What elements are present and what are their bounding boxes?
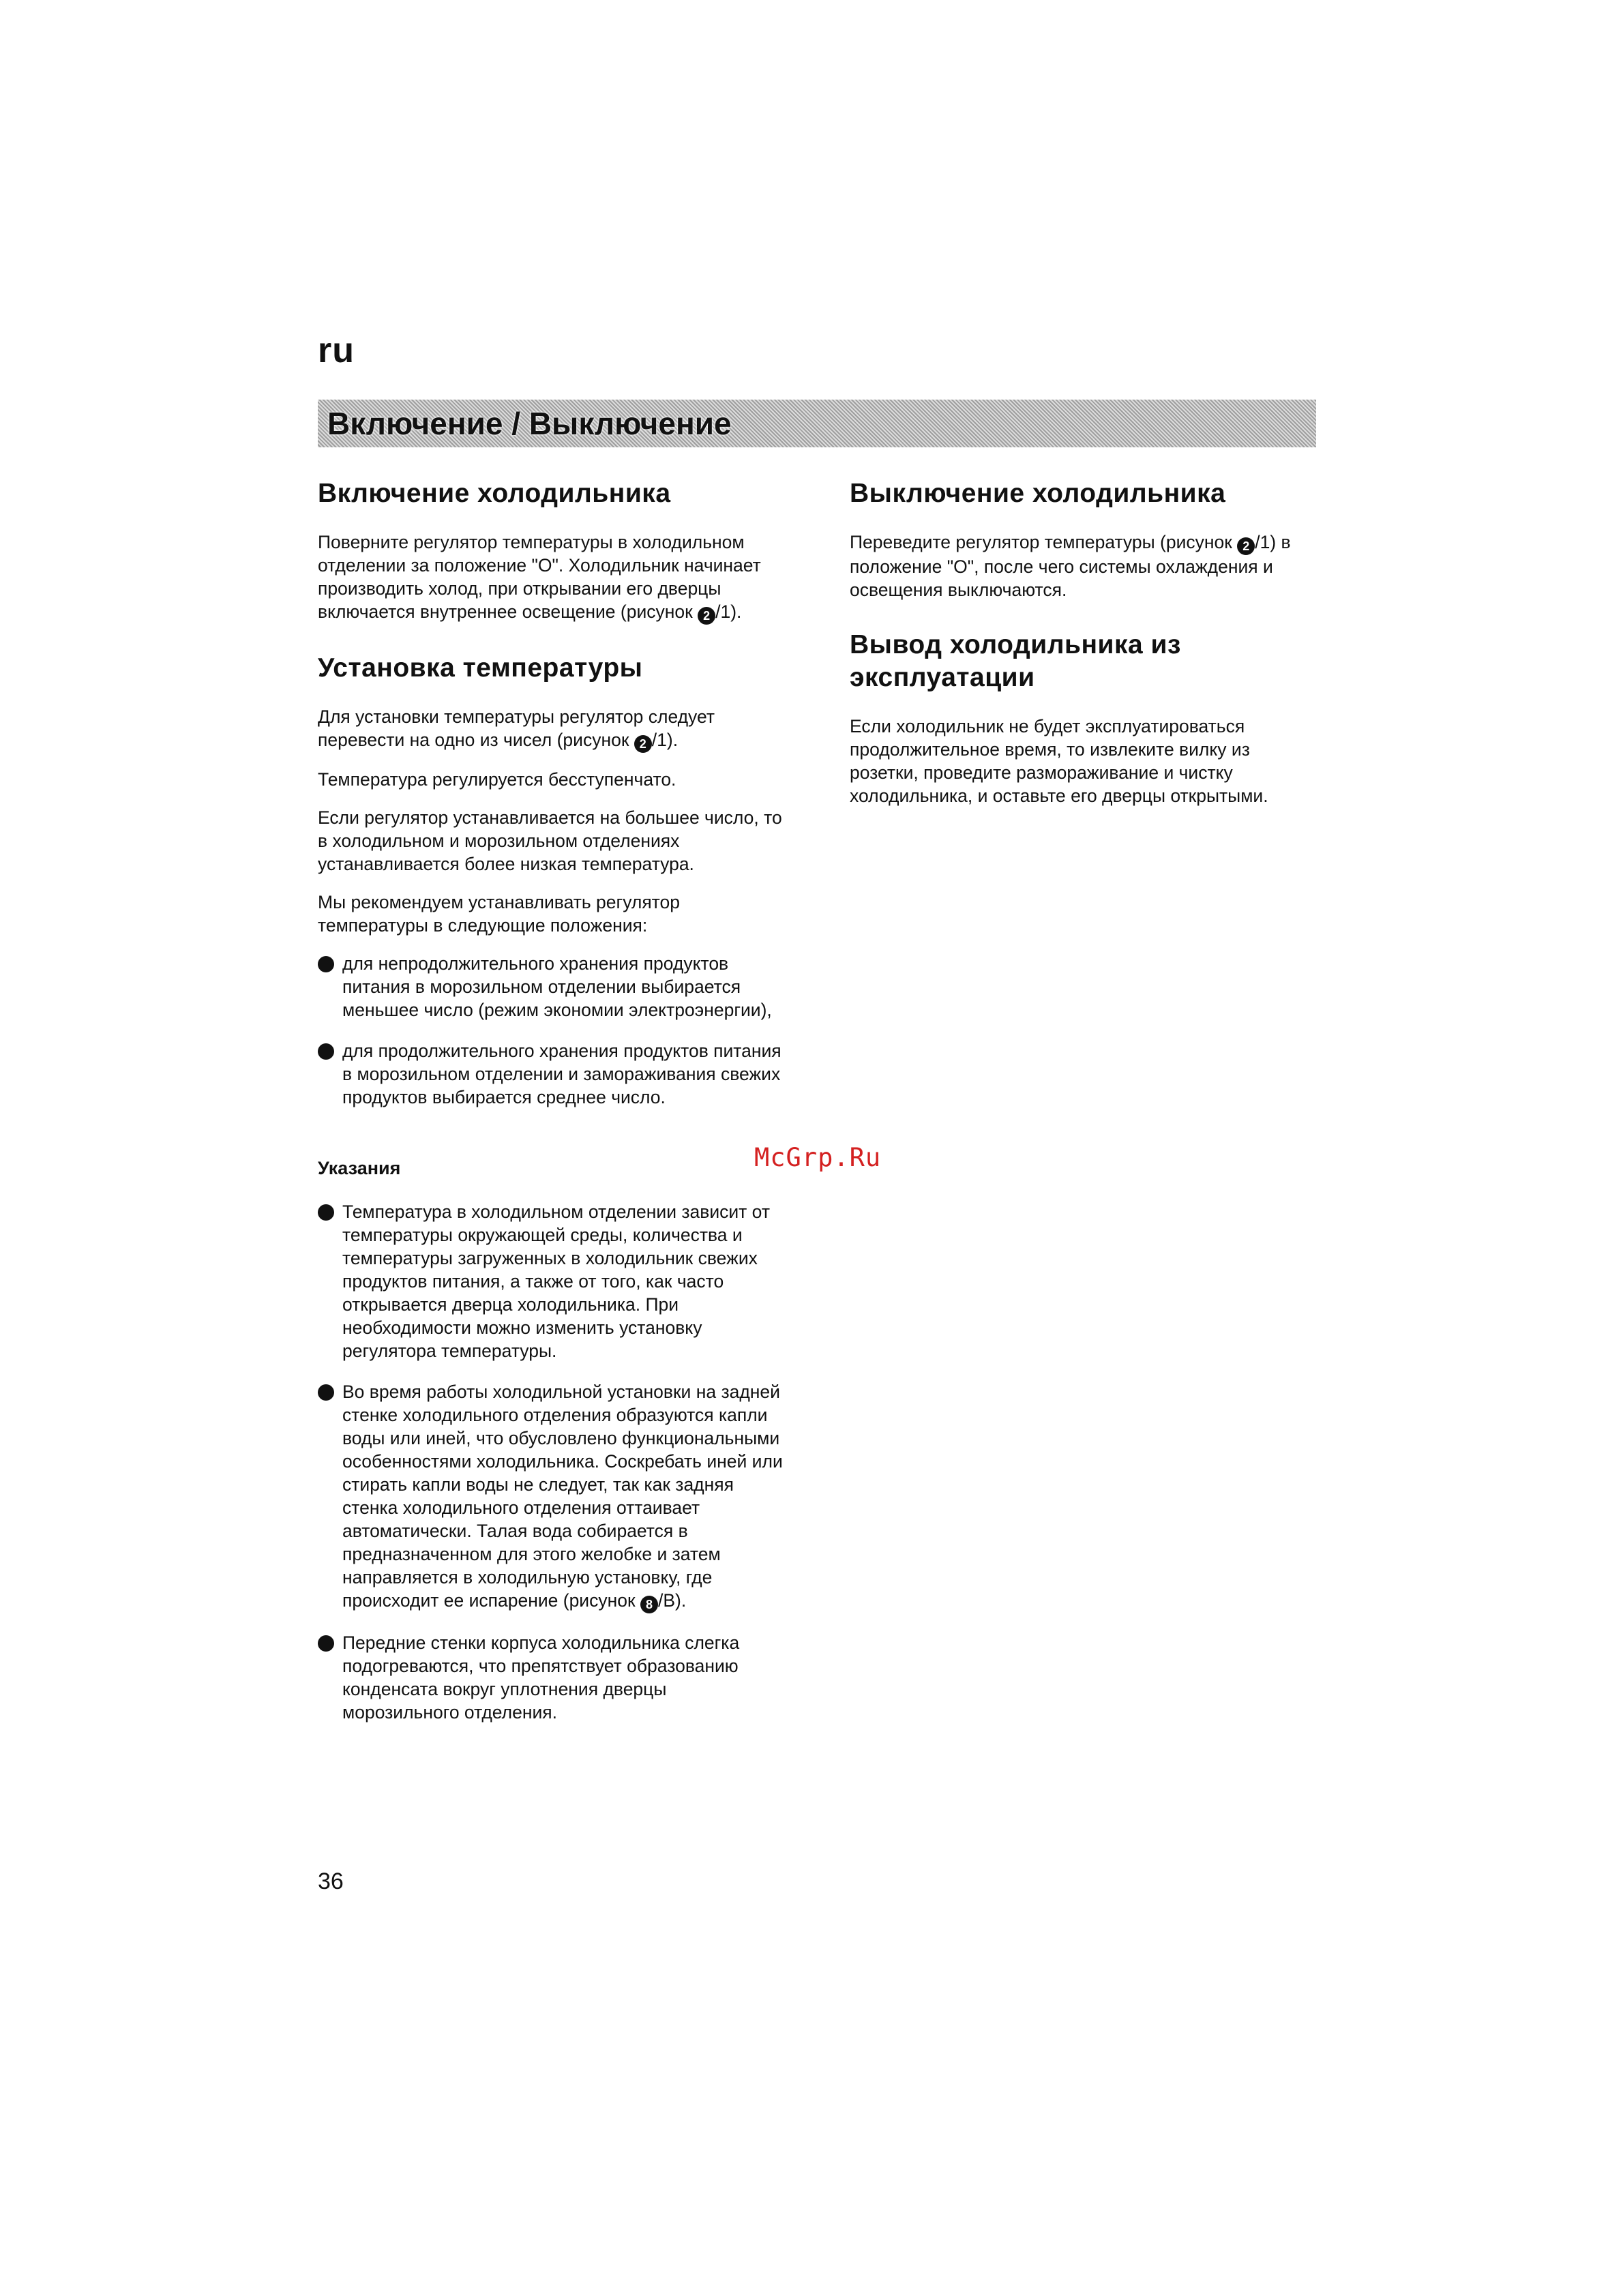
banner-title: Включение / Выключение: [327, 406, 732, 441]
temperature-p4: Мы рекомендуем устанавливать регулятор температуры в следующие положения:: [318, 892, 680, 936]
list-item: Передние стенки корпуса холодильника слегка подогреваются, что препятствует образованию конденсата вокруг уплотнения дверцы морозильного отделения.: [318, 1631, 788, 1724]
list-item: Температура в холодильном отделении зависит от температуры окружающей среды, количества и температуры загруженных в холодильник свежих продуктов питания, а также от того, как часто открывается дверца холодильника. При необходимости можно изменить установку регулятора температуры.: [318, 1200, 788, 1362]
switch-on-text: Поверните регулятор температуры в холодильном отделении за положение "O". Холодильник начинает производить холод, при открывании его дверцы включается внутреннее освещение (рисунок 2 /1).: [318, 531, 788, 625]
bullet-icon: [318, 1043, 334, 1060]
temperature-heading: Установка температуры: [318, 653, 643, 683]
left-column: [318, 477, 788, 1742]
decommission-text: Если холодильник не будет эксплуатироваться продолжительное время, то извлеките вилку из розетки, проведите размораживание и чистку холодильника, и оставьте его дверцы открытыми.: [850, 716, 1268, 806]
temperature-bullets: [318, 952, 788, 1109]
bullet-icon: [318, 1204, 334, 1221]
bullet-icon: [318, 1635, 334, 1652]
temperature-p1: Для установки температуры регулятор следует перевести на одно из чисел (рисунок 2 /1).: [318, 705, 788, 753]
switch-off-text: Переведите регулятор температуры (рисунок 2 /1) в положение "O", после чего системы охлаждения и освещения выключаются.: [850, 532, 1291, 600]
figure-2-icon: 2: [698, 607, 715, 625]
list-item: для продолжительного хранения продуктов питания в морозильном отделении и замораживания свежих продуктов выбирается среднее число.: [318, 1039, 788, 1109]
figure-2-icon: 2: [634, 735, 652, 753]
right-column: [850, 477, 1320, 822]
list-item: для непродолжительного хранения продуктов питания в морозильном отделении выбирается меньшее число (режим экономии электроэнергии),: [318, 952, 788, 1022]
decommission-heading: Вывод холодильника из эксплуатации: [850, 630, 1181, 692]
temperature-p2: Температура регулируется бесступенчато.: [318, 769, 676, 790]
list-item: Во время работы холодильной установки на задней стенке холодильного отделения образуются капли воды или иней, что обусловлено функциональными особенностями холодильника. Соскребать иней или стирать капли воды не следует, так как задняя стенка холодильного отделения оттаивает автоматически. Талая вода собирается в предназначенном для этого желобке и затем направляется в холодильную установку, где происходит ее испарение (рисунок 8 /B).: [318, 1380, 788, 1613]
notes-title: Указания: [318, 1158, 401, 1178]
bullet-icon: [318, 956, 334, 972]
watermark-link[interactable]: McGrp.Ru: [754, 1143, 882, 1172]
temperature-p3: Если регулятор устанавливается на большее число, то в холодильном и морозильном отделениях устанавливается более низкая температура.: [318, 807, 782, 874]
section-banner: [318, 400, 1316, 447]
switch-off-heading: Выключение холодильника: [850, 479, 1226, 508]
language-code: ru: [318, 331, 355, 370]
switch-on-heading: Включение холодильника: [318, 479, 671, 508]
figure-8-icon: 8: [640, 1596, 658, 1613]
figure-2-icon: 2: [1237, 537, 1255, 555]
notes-list: [318, 1200, 788, 1724]
bullet-icon: [318, 1384, 334, 1401]
page-number: 36: [318, 1868, 344, 1894]
